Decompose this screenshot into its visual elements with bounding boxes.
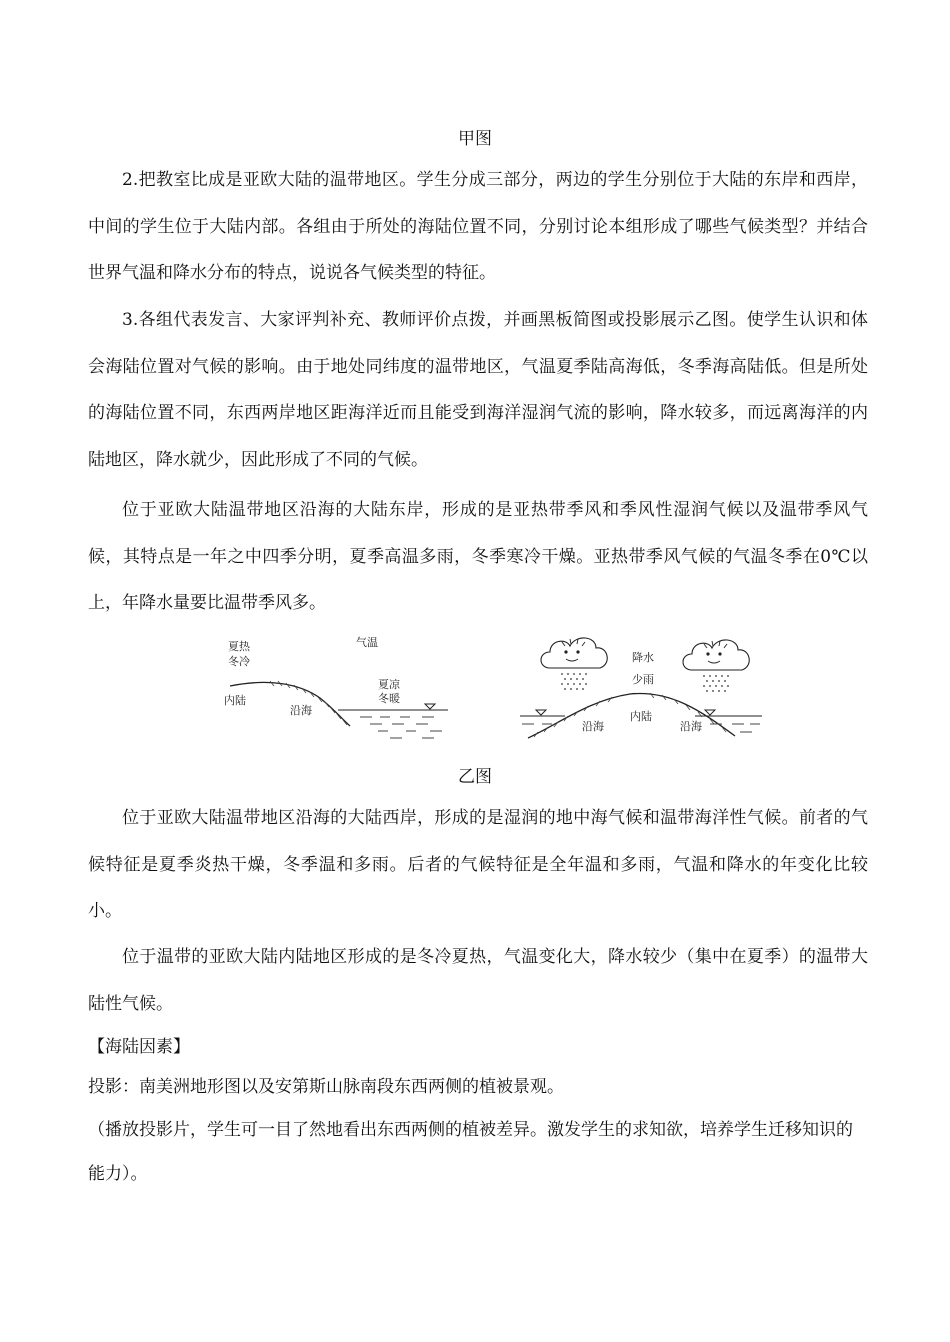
label-temperature: 气温 (356, 636, 378, 649)
sea-waves-left (360, 717, 442, 738)
rain-cloud-right-icon (683, 640, 749, 692)
label-inland-left: 内陆 (224, 694, 246, 707)
paragraph-step-3: 3.各组代表发言、大家评判补充、教师评价点拨，并画黑板简图或投影展示乙图。使学生认识和体会海陆位置对气候的影响。由于地处同纬度的温带地区，气温夏季陆高海低，冬季海高陆低。但是所处的海陆位置不同，东西两岸地区距海洋近而且能受到海洋湿润气流的影响，降水较多，而远离海洋的内陆地区，降水就少，因此形成了不同的气候。 (88, 310, 868, 470)
section-heading: 【海陆因素】 (88, 1037, 190, 1057)
label-precipitation: 降水 (632, 651, 654, 664)
left-panel (224, 635, 448, 738)
climate-diagram (210, 628, 770, 750)
right-panel (520, 638, 762, 738)
figure-caption-a: 甲图 (458, 129, 492, 149)
paragraph-east-coast: 位于亚欧大陆温带地区沿海的大陆东岸，形成的是亚热带季风和季风性湿润气候以及温带季风气候，其特点是一年之中四季分明，夏季高温多雨，冬季寒冷干燥。亚热带季风气候的气温冬季在0℃以上，年降水量要比温带季风多。 (88, 500, 868, 613)
paragraph-step-2: 2.把教室比成是亚欧大陆的温带地区。学生分成三部分，两边的学生分别位于大陆的东岸和西岸，中间的学生位于大陆内部。各组由于所处的海陆位置不同，分别讨论本组形成了哪些气候类型？并结合世界气温和降水分布的特点，说说各气候类型的特征。 (88, 170, 868, 283)
label-less-rain: 少雨 (632, 673, 654, 686)
label-winter-warm: 冬暖 (378, 692, 400, 705)
water-level-marker-left (425, 704, 435, 709)
paragraph-west-coast: 位于亚欧大陆温带地区沿海的大陆西岸，形成的是湿润的地中海气候和温带海洋性气候。前者的气候特征是夏季炎热干燥，冬季温和多雨。后者的气候特征是全年温和多雨，气温和降水的年变化比较小。 (88, 808, 868, 921)
label-coast-left: 沿海 (290, 704, 312, 717)
label-summer-hot: 夏热 (228, 640, 250, 653)
label-inland-right: 内陆 (630, 710, 652, 723)
slope-hatching-left (270, 681, 347, 725)
projection-text: 投影：南美洲地形图以及安第斯山脉南段东西两侧的植被景观。 (88, 1077, 564, 1097)
water-level-marker-right-b (705, 710, 715, 715)
paragraph-inland: 位于温带的亚欧大陆内陆地区形成的是冬冷夏热，气温变化大，降水较少（集中在夏季）的温带大陆性气候。 (88, 947, 868, 1014)
label-winter-cold: 冬冷 (228, 655, 250, 668)
label-summer-cool: 夏凉 (378, 678, 400, 691)
rain-cloud-left-icon (541, 638, 607, 690)
water-level-marker-right-a (536, 710, 546, 715)
figure-caption-b: 乙图 (458, 767, 492, 787)
note-text: （播放投影片，学生可一目了然地看出东西两侧的植被差异。激发学生的求知欲，培养学生迁移知识的能力）。 (88, 1120, 853, 1184)
label-coast-right-a: 沿海 (582, 720, 604, 733)
label-coast-right-b: 沿海 (680, 720, 702, 733)
